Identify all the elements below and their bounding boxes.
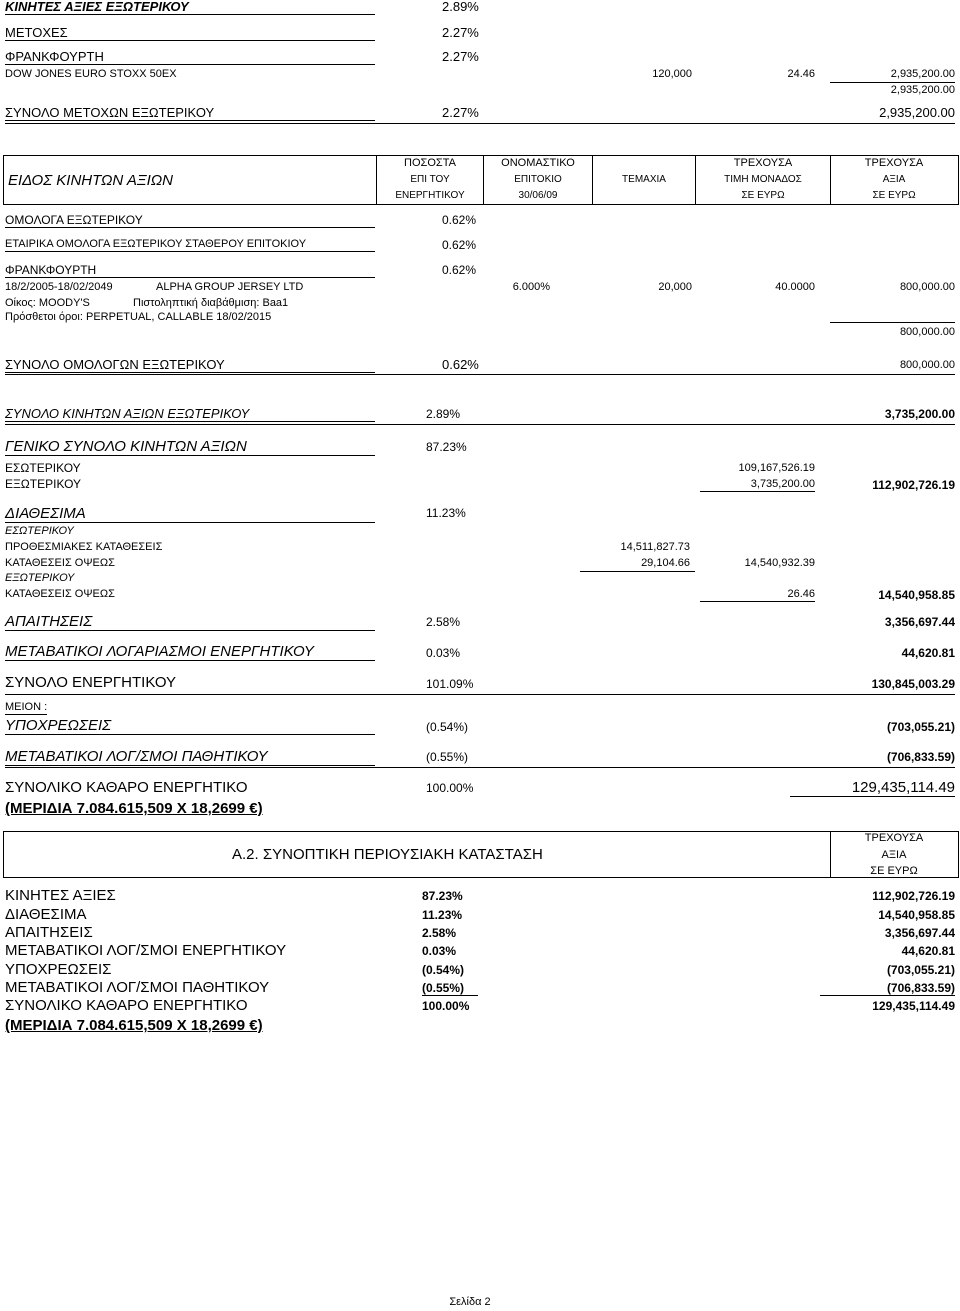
- dj-stoxx-subtotal: 2,935,200.00: [890, 84, 955, 96]
- value-header-line1: ΤΡΕΧΟΥΣΑ: [864, 157, 924, 169]
- units-label: (ΜΕΡΙΔΙΑ 7.084.615,509 Χ 18,2699 €): [5, 800, 263, 817]
- summary-col-header-line2: ΑΞΙΑ: [881, 849, 907, 861]
- claims-label: ΑΠΑΙΤΗΣΕΙΣ: [5, 614, 375, 631]
- corporate-bonds-pct: 0.62%: [442, 238, 477, 252]
- total-foreign-securities-value: 3,735,200.00: [884, 407, 955, 421]
- summary-row-value: (706,833.59): [820, 982, 955, 996]
- total-foreign-securities-label: ΣΥΝΟΛΟ ΚΙΝΗΤΩΝ ΑΞΙΩΝ ΕΞΩΤΕΡΙΚΟΥ: [5, 407, 375, 422]
- transitory-liabilities-label: ΜΕΤΑΒΑΤΙΚΟΙ ΛΟΓ/ΣΜΟΙ ΠΑΘΗΤΙΚΟΥ: [5, 749, 375, 766]
- total-assets-label: ΣΥΝΟΛΟ ΕΝΕΡΓΗΤΙΚΟΥ: [5, 674, 177, 691]
- page-number: Σελίδα 2: [449, 1296, 491, 1308]
- bond-dates: 18/2/2005-18/02/2049: [5, 281, 113, 293]
- total-bonds-pct: 0.62%: [442, 357, 479, 372]
- domestic-label: ΕΣΩΤΕΡΙΚΟΥ: [5, 461, 81, 475]
- frankfurt-market-pct: 2.27%: [442, 49, 479, 64]
- less-label: ΜΕΙΟΝ :: [5, 701, 48, 713]
- bond-qty: 20,000: [658, 281, 692, 293]
- dj-stoxx-qty: 120,000: [652, 68, 692, 80]
- transitory-assets-label: ΜΕΤΑΒΑΤΙΚΟΙ ΛΟΓΑΡΙΑΣΜΟΙ ΕΝΕΡΓΗΤΙΚΟΥ: [5, 644, 375, 661]
- foreign-securities-title: ΚΙΝΗΤΕΣ ΑΞΙΕΣ ΕΞΩΤΕΡΙΚΟΥ: [5, 0, 375, 15]
- summary-row-pct: 11.23%: [422, 908, 463, 922]
- cash-total: 14,540,958.85: [878, 588, 955, 602]
- bond-price: 40.0000: [775, 281, 815, 293]
- cash-domestic-label: ΕΣΩΤΕΡΙΚΟΥ: [5, 525, 74, 537]
- rating-agency: Οίκος: MOODY'S: [5, 297, 90, 309]
- domestic-cash-total: 14,540,932.39: [744, 557, 815, 569]
- foreign-sight-deposits-label: ΚΑΤΑΘΕΣΕΙΣ ΟΨΕΩΣ: [5, 588, 115, 600]
- liabilities-value: (703,055.21): [886, 720, 955, 734]
- corporate-bonds-label: ΕΤΑΙΡΙΚΑ ΟΜΟΛΟΓΑ ΕΞΩΤΕΡΙΚΟΥ ΣΤΑΘΕΡΟΥ ΕΠΙΤΟΚΙΟΥ: [5, 239, 375, 252]
- summary-row-label: ΜΕΤΑΒΑΤΙΚΟΙ ΛΟΓ/ΣΜΟΙ ΕΝΕΡΓΗΤΙΚΟΥ: [5, 942, 287, 959]
- price-header-line3: ΣΕ ΕΥΡΩ: [741, 190, 785, 201]
- total-bonds-label: ΣΥΝΟΛΟ ΟΜΟΛΟΓΩΝ ΕΞΩΤΕΡΙΚΟΥ: [5, 358, 375, 373]
- foreign-label: ΕΞΩΤΕΡΙΚΟΥ: [5, 477, 82, 491]
- claims-value: 3,356,697.44: [884, 615, 955, 629]
- general-total-value: 112,902,726.19: [872, 478, 955, 492]
- frankfurt-market-label: ΦΡΑΝΚΦΟΥΡΤΗ: [5, 50, 375, 65]
- foreign-securities-pct: 2.89%: [442, 0, 479, 14]
- summary-row-label: ΔΙΑΘΕΣΙΜΑ: [5, 906, 87, 923]
- foreign-value: 3,735,200.00: [700, 479, 815, 492]
- total-assets-pct: 101.09%: [426, 677, 474, 691]
- pct-header-line3: ΕΝΕΡΓΗΤΙΚΟΥ: [395, 190, 465, 201]
- summary-col-header-line3: ΣΕ ΕΥΡΩ: [870, 865, 918, 877]
- summary-row-label: ΑΠΑΙΤΗΣΕΙΣ: [5, 924, 93, 941]
- shares-label: ΜΕΤΟΧΕΣ: [5, 26, 375, 41]
- summary-row-value: (703,055.21): [886, 963, 955, 977]
- summary-row-pct: 2.58%: [422, 926, 457, 940]
- total-assets-value: 130,845,003.29: [871, 677, 955, 691]
- sight-deposits-value: 29,104.66: [641, 557, 690, 569]
- transitory-liabilities-pct: (0.55%): [426, 750, 469, 764]
- net-assets-value: 129,435,114.49: [790, 780, 955, 797]
- net-assets-pct: 100.00%: [426, 781, 474, 795]
- credit-rating: Πιστοληπτική διαβάθμιση: Baa1: [133, 297, 289, 309]
- foreign-bonds-pct: 0.62%: [442, 213, 477, 227]
- summary-col-header-line1: ΤΡΕΧΟΥΣΑ: [864, 832, 924, 844]
- summary-row-value: 129,435,114.49: [872, 999, 955, 1013]
- dj-stoxx-name: DOW JONES EURO STOXX 50EX: [5, 68, 177, 80]
- term-deposits-label: ΠΡΟΘΕΣΜΙΑΚΕΣ ΚΑΤΑΘΕΣΕΙΣ: [5, 541, 163, 553]
- summary-row-label: ΥΠΟΧΡΕΩΣΕΙΣ: [5, 961, 112, 978]
- net-assets-label: ΣΥΝΟΛΙΚΟ ΚΑΘΑΡΟ ΕΝΕΡΓΗΤΙΚΟ: [5, 779, 248, 796]
- pct-header-line2: ΕΠΙ ΤΟΥ: [410, 174, 450, 185]
- summary-row-value: 3,356,697.44: [884, 926, 955, 940]
- transitory-assets-pct: 0.03%: [426, 646, 461, 660]
- pct-header-line1: ΠΟΣΟΣΤΑ: [404, 157, 456, 169]
- frankfurt-bonds-label: ΦΡΑΝΚΦΟΥΡΤΗ: [5, 264, 375, 278]
- bond-issuer: ALPHA GROUP JERSEY LTD: [156, 281, 304, 293]
- transitory-assets-value: 44,620.81: [901, 646, 955, 660]
- total-foreign-securities-pct: 2.89%: [426, 407, 461, 421]
- rate-header-line2: ΕΠΙΤΟΚΙΟ: [514, 174, 562, 185]
- rate-header-line1: ΟΝΟΜΑΣΤΙΚΟ: [501, 157, 575, 169]
- section-a2-title: Α.2. ΣΥΝΟΠΤΙΚΗ ΠΕΡΙΟΥΣΙΑΚΗ ΚΑΤΑΣΤΑΣΗ: [232, 846, 543, 863]
- bond-rate: 6.000%: [512, 281, 550, 293]
- rate-header-line3: 30/06/09: [518, 190, 558, 201]
- dj-stoxx-value: 2,935,200.00: [890, 68, 955, 80]
- summary-row-label: ΚΙΝΗΤΕΣ ΑΞΙΕΣ: [5, 887, 116, 904]
- value-header-line2: ΑΞΙΑ: [882, 174, 906, 185]
- bond-subtotal: 800,000.00: [899, 326, 955, 338]
- liabilities-pct: (0.54%): [426, 720, 469, 734]
- security-type-header: ΕΙΔΟΣ ΚΙΝΗΤΩΝ ΑΞΙΩΝ: [8, 172, 174, 189]
- general-total-pct: 87.23%: [426, 440, 467, 454]
- bond-terms: Πρόσθετοι όροι: PERPETUAL, CALLABLE 18/02/2015: [5, 311, 272, 323]
- cash-label: ΔΙΑΘΕΣΙΜΑ: [5, 506, 375, 523]
- summary-row-label: ΜΕΤΑΒΑΤΙΚΟΙ ΛΟΓ/ΣΜΟΙ ΠΑΘΗΤΙΚΟΥ: [5, 979, 270, 996]
- claims-pct: 2.58%: [426, 615, 461, 629]
- summary-row-value: 112,902,726.19: [872, 889, 955, 903]
- section-divider: [5, 123, 955, 124]
- foreign-bonds-label: ΟΜΟΛΟΓΑ ΕΞΩΤΕΡΙΚΟΥ: [5, 214, 375, 228]
- bond-value: 800,000.00: [899, 281, 955, 293]
- qty-header: ΤΕΜΑΧΙΑ: [622, 174, 666, 185]
- sight-deposits-label: ΚΑΤΑΘΕΣΕΙΣ ΟΨΕΩΣ: [5, 557, 115, 569]
- summary-units-label: (ΜΕΡΙΔΙΑ 7.084.615,509 Χ 18,2699 €): [5, 1017, 263, 1034]
- value-header-line3: ΣΕ ΕΥΡΩ: [872, 190, 916, 201]
- total-bonds-value: 800,000.00: [899, 359, 955, 371]
- summary-row-pct: 100.00%: [422, 999, 470, 1013]
- total-shares-value: 2,935,200.00: [879, 105, 955, 120]
- cash-foreign-label: ΕΞΩΤΕΡΙΚΟΥ: [5, 572, 75, 584]
- dj-stoxx-price: 24.46: [787, 68, 815, 80]
- total-shares-label: ΣΥΝΟΛΟ ΜΕΤΟΧΩΝ ΕΞΩΤΕΡΙΚΟΥ: [5, 106, 375, 121]
- summary-row-pct: 87.23%: [422, 889, 463, 903]
- summary-row-pct: (0.55%): [422, 982, 478, 996]
- summary-row-label: ΣΥΝΟΛΙΚΟ ΚΑΘΑΡΟ ΕΝΕΡΓΗΤΙΚΟ: [5, 997, 248, 1014]
- frankfurt-bonds-pct: 0.62%: [442, 263, 477, 277]
- domestic-value: 109,167,526.19: [738, 462, 815, 474]
- summary-row-value: 44,620.81: [901, 944, 955, 958]
- shares-pct: 2.27%: [442, 25, 479, 40]
- general-total-label: ΓΕΝΙΚΟ ΣΥΝΟΛΟ ΚΙΝΗΤΩΝ ΑΞΙΩΝ: [5, 439, 375, 456]
- subtotal-rule: [830, 82, 955, 83]
- price-header-line1: ΤΡΕΧΟΥΣΑ: [733, 157, 793, 169]
- transitory-liabilities-value: (706,833.59): [886, 750, 955, 764]
- foreign-sight-deposits-value: 26.46: [700, 589, 815, 602]
- term-deposits-value: 14,511,827.73: [620, 541, 690, 553]
- summary-row-value: 14,540,958.85: [878, 908, 955, 922]
- total-shares-pct: 2.27%: [442, 105, 479, 120]
- cash-pct: 11.23%: [426, 506, 466, 520]
- price-header-line2: ΤΙΜΗ ΜΟΝΑΔΟΣ: [724, 174, 802, 185]
- liabilities-label: ΥΠΟΧΡΕΩΣΕΙΣ: [5, 718, 375, 735]
- summary-row-pct: 0.03%: [422, 944, 457, 958]
- summary-row-pct: (0.54%): [422, 963, 465, 977]
